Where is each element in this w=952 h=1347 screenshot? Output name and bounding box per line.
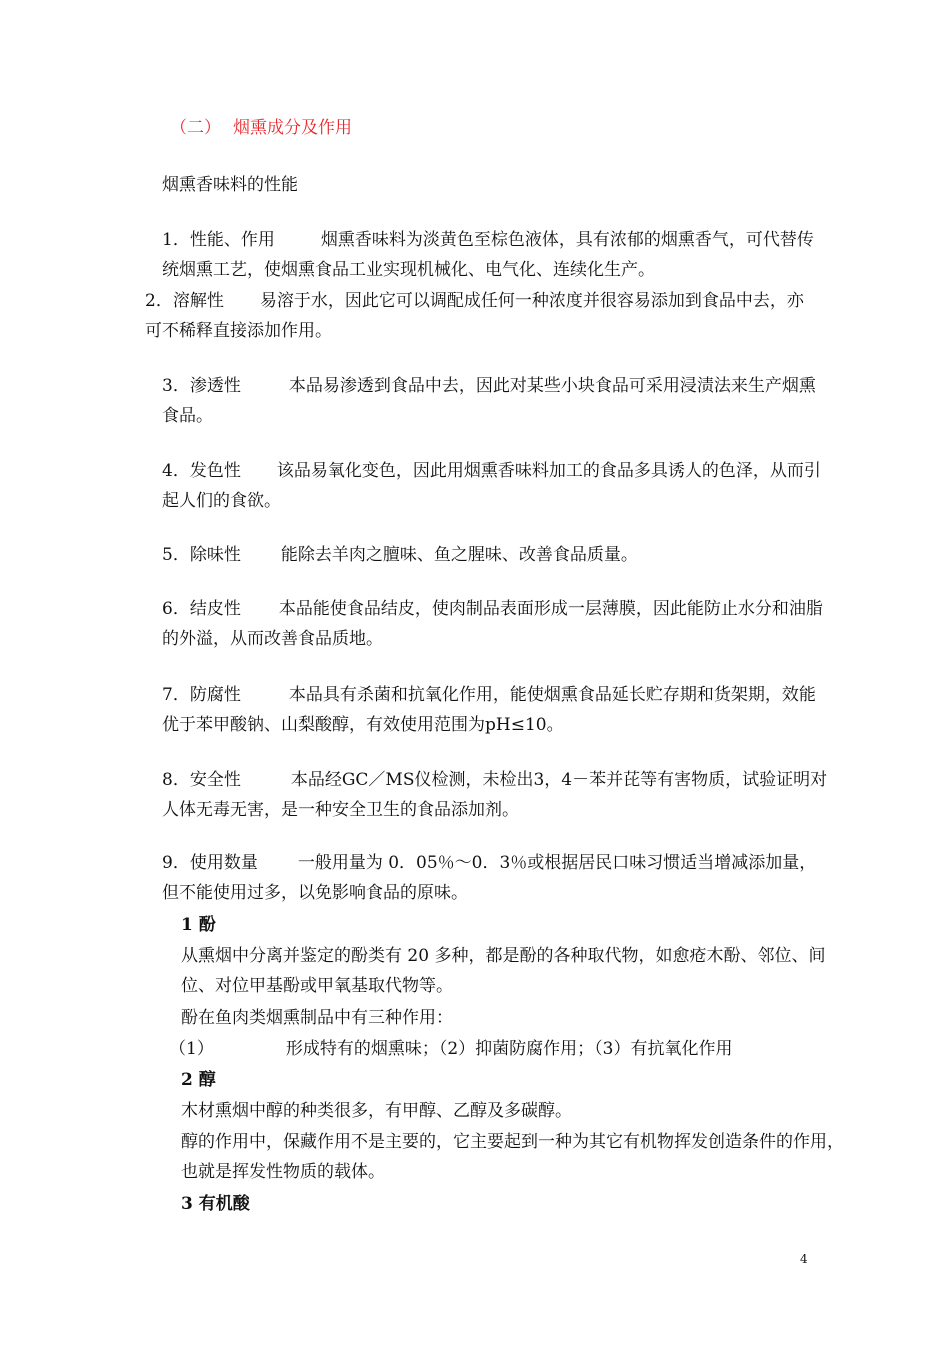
list-number: （1） [169,1039,214,1059]
item-label: 8．安全性 [162,770,241,790]
paragraph-item-9 [145,848,830,908]
item-text: 烟熏香味料为淡黄色至棕色液体，具有浓郁的烟熏香气，可代替传统烟熏工艺，使烟熏食品工业实现机械化、电气化、连续化生产。 [162,230,814,280]
paragraph-item-1 [145,225,830,285]
paragraph-item-6 [145,594,830,654]
alcohol-paragraph-2: 醇的作用中，保藏作用不是主要的，它主要起到一种为其它有机物挥发创造条件的作用，也就是挥发性物质的载体。 [181,1132,844,1182]
phenol-effects-list [145,1034,837,1064]
item-text: 本品具有杀菌和抗氧化作用，能使烟熏食品延长贮存期和货架期，效能优于苯甲酸钠、山梨酸醇，有效使用范围为pH≤10。 [162,685,816,735]
section-heading-number: （二） [170,118,221,138]
phenol-paragraph-1: 从熏烟中分离并鉴定的酚类有 20 多种，都是酚的各种取代物，如愈疮木酚、邻位、间位、对位甲基酚或甲氧基取代物等。 [181,946,826,996]
subheading-phenol: 1 酚 [181,915,216,935]
item-label: 3．渗透性 [162,376,241,396]
paragraph-item-5 [145,540,830,570]
item-text: 一般用量为 0．05％～0．3％或根据居民口味习惯适当增减添加量，但不能使用过多，以免影响食品的原味。 [162,853,817,903]
item-label: 9．使用数量 [162,853,258,873]
paragraph-item-3 [145,371,830,431]
item-text: 本品能使食品结皮，使肉制品表面形成一层薄膜，因此能防止水分和油脂的外溢，从而改善食品质地。 [162,599,823,649]
page-number: 4 [800,1252,808,1266]
item-text: 本品经GC／MS仪检测，未检出3，4－苯并芘等有害物质，试验证明对人体无毒无害，是一种安全卫生的食品添加剂。 [162,770,828,820]
section-heading-title: 烟熏成分及作用 [233,118,352,138]
item-text: 能除去羊肉之膻味、鱼之腥味、改善食品质量。 [280,545,638,565]
paragraph-item-2 [145,286,813,346]
item-label: 5．除味性 [162,545,241,565]
item-label: 6．结皮性 [162,599,241,619]
subtitle: 烟熏香味料的性能 [162,175,298,195]
item-label: 1．性能、作用 [162,230,275,250]
alcohol-paragraph-1: 木材熏烟中醇的种类很多，有甲醇、乙醇及多碳醇。 [181,1101,572,1121]
phenol-paragraph-2: 酚在鱼肉类烟熏制品中有三种作用： [181,1008,453,1028]
item-text: 该品易氧化变色，因此用烟熏香味料加工的食品多具诱人的色泽，从而引起人们的食欲。 [162,461,821,511]
paragraph-item-8 [145,765,830,825]
list-text: 形成特有的烟熏味；（2）抑菌防腐作用；（3）有抗氧化作用 [285,1039,733,1059]
item-text: 易溶于水，因此它可以调配成任何一种浓度并很容易添加到食品中去，亦可不稀释直接添加作用。 [145,291,804,341]
item-label: 2．溶解性 [145,291,224,311]
subheading-alcohol: 2 醇 [181,1070,216,1090]
paragraph-item-7 [145,680,830,740]
item-label: 4．发色性 [162,461,241,481]
subheading-organic-acid: 3 有机酸 [181,1194,250,1214]
item-text: 本品易渗透到食品中去，因此对某些小块食品可采用浸渍法来生产烟熏食品。 [162,376,816,426]
paragraph-item-4 [145,456,830,516]
section-heading [170,113,838,143]
item-label: 7．防腐性 [162,685,241,705]
